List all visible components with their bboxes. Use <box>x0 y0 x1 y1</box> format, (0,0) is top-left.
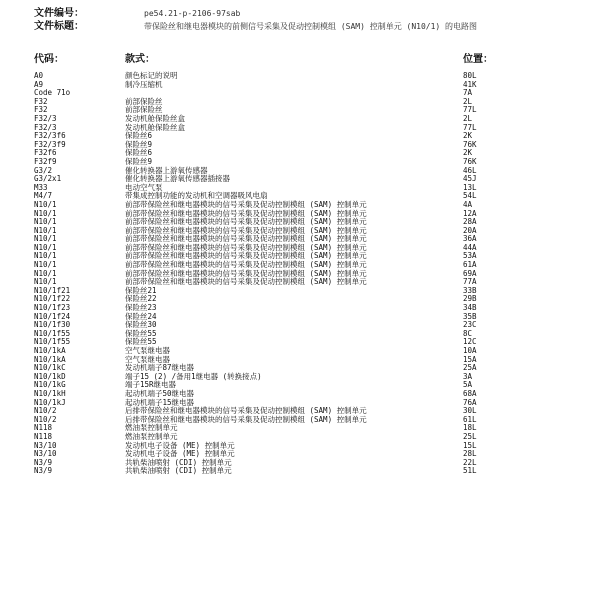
list-item <box>34 278 594 287</box>
position-cell: 3A <box>463 371 473 381</box>
position-cell: 68A <box>463 388 477 398</box>
description-cell: 前部带保险丝和继电器模块的信号采集及促动控制模组 (SAM) 控制单元 <box>125 225 367 235</box>
description-cell: 空气泵继电器 <box>125 346 170 355</box>
code-cell: F32 <box>34 105 48 115</box>
code-cell: Code 71o <box>34 88 71 98</box>
file-number-label: 文件编号： <box>34 8 84 19</box>
file-number-line <box>34 8 240 19</box>
list-item <box>34 390 594 399</box>
position-cell: 36A <box>463 234 477 244</box>
description-cell: 发动机电子设备 (ME) 控制单元 <box>125 440 235 450</box>
code-cell: N10/1f24 <box>34 311 71 321</box>
position-cell: 20A <box>463 225 477 235</box>
description-cell: 前部带保险丝和继电器模块的信号采集及促动控制模组 (SAM) 控制单元 <box>125 251 367 261</box>
description-cell: 后排带保险丝和继电器模块的信号采集及促动控制模组 (SAM) 控制单元 <box>125 406 367 416</box>
code-cell: F32 <box>34 96 48 106</box>
code-cell: N10/1kJ <box>34 397 66 407</box>
description-cell: 前部带保险丝和继电器模块的信号采集及促动控制模组 (SAM) 控制单元 <box>125 217 367 227</box>
code-cell: N3/10 <box>34 449 57 459</box>
file-title-value: 带保险丝和继电器模块的前侧信号采集及促动控制模组 (SAM) 控制单元 (N10/1) 的电路图 <box>144 22 478 31</box>
position-cell: 53A <box>463 251 477 261</box>
list-item <box>34 338 594 347</box>
description-cell: 前部带保险丝和继电器模块的信号采集及促动控制模组 (SAM) 控制单元 <box>125 268 367 278</box>
code-cell: F32f6 <box>34 148 57 158</box>
list-item <box>34 89 594 98</box>
code-cell: A0 <box>34 71 44 80</box>
description-cell: 后排带保险丝和继电器模块的信号采集及促动控制模组 (SAM) 控制单元 <box>125 414 367 424</box>
code-cell: N3/10 <box>34 440 57 450</box>
code-cell: N10/1kH <box>34 388 66 398</box>
position-cell: 46L <box>463 165 477 175</box>
description-cell: 燃油泵控制单元 <box>125 431 178 441</box>
list-item <box>34 356 594 365</box>
description-cell: 前部带保险丝和继电器模块的信号采集及促动控制模组 (SAM) 控制单元 <box>125 234 367 244</box>
position-cell: 61A <box>463 260 477 270</box>
description-cell: 端子15R继电器 <box>125 380 177 390</box>
position-cell: 45J <box>463 174 477 184</box>
list-item <box>34 433 594 442</box>
description-cell: 发动机舱保险丝盒 <box>125 122 185 132</box>
description-cell: 电动空气泵 <box>125 182 163 192</box>
code-column-header: 代码： <box>34 54 64 65</box>
description-cell: 前部带保险丝和继电器模块的信号采集及促动控制模组 (SAM) 控制单元 <box>125 260 367 270</box>
code-cell: N10/1 <box>34 277 57 287</box>
list-item <box>34 184 594 193</box>
description-cell: 端子15 (2) /备用1继电器 (转换接点) <box>125 371 262 381</box>
description-cell: 制冷压缩机 <box>125 79 163 89</box>
list-item <box>34 304 594 313</box>
position-cell: 28A <box>463 217 477 227</box>
list-item <box>34 347 594 356</box>
description-cell: 前部带保险丝和继电器模块的信号采集及促动控制模组 (SAM) 控制单元 <box>125 242 367 252</box>
position-cell: 80L <box>463 71 477 80</box>
position-cell: 69A <box>463 268 477 278</box>
list-item <box>34 467 594 476</box>
column-header <box>34 50 594 65</box>
description-cell: 前部保险丝 <box>125 105 163 115</box>
description-cell: 共轨柴油喷射 (CDI) 控制单元 <box>125 466 232 476</box>
position-cell: 28L <box>463 449 477 459</box>
position-cell: 13L <box>463 182 477 192</box>
position-cell: 29B <box>463 294 477 304</box>
code-cell: N10/1 <box>34 251 57 261</box>
list-item <box>34 106 594 115</box>
list-item <box>34 313 594 322</box>
code-cell: N10/1kC <box>34 363 66 373</box>
list-item <box>34 98 594 107</box>
position-cell: 5A <box>463 380 473 390</box>
position-column-header: 位置： <box>463 54 493 65</box>
position-cell: 25A <box>463 363 477 373</box>
description-cell: 保险丝24 <box>125 311 157 321</box>
component-list <box>34 72 594 476</box>
list-item <box>34 115 594 124</box>
list-item <box>34 158 594 167</box>
list-item <box>34 424 594 433</box>
description-cell: 催化转换器上游氧传感器 <box>125 165 208 175</box>
description-cell: 前部带保险丝和继电器模块的信号采集及促动控制模组 (SAM) 控制单元 <box>125 277 367 287</box>
position-cell: 77L <box>463 105 477 115</box>
position-cell: 23C <box>463 320 477 330</box>
code-cell: N10/1 <box>34 217 57 227</box>
list-item <box>34 149 594 158</box>
list-item <box>34 81 594 90</box>
code-cell: N10/1kD <box>34 371 66 381</box>
code-cell: G3/2x1 <box>34 174 62 184</box>
position-cell: 15L <box>463 440 477 450</box>
position-cell: 76K <box>463 139 477 149</box>
description-cell: 前部带保险丝和继电器模块的信号采集及促动控制模组 (SAM) 控制单元 <box>125 199 367 209</box>
list-item <box>34 167 594 176</box>
position-cell: 77A <box>463 277 477 287</box>
code-cell: N10/1 <box>34 268 57 278</box>
description-cell: 带集成控制功能的发动机和空调器吸风电扇 <box>125 191 268 201</box>
list-item <box>34 416 594 425</box>
position-cell: 12C <box>463 337 477 347</box>
position-cell: 18L <box>463 423 477 433</box>
file-number-value: pe54.21-p-2106-97sab <box>144 9 241 18</box>
list-item <box>34 373 594 382</box>
position-cell: 8C <box>463 328 473 338</box>
description-cell: 起动机端子50继电器 <box>125 388 195 398</box>
position-cell: 77L <box>463 122 477 132</box>
description-cell: 保险丝55 <box>125 328 157 338</box>
code-cell: N10/1 <box>34 260 57 270</box>
code-cell: F32f9 <box>34 156 57 166</box>
description-cell: 保险丝9 <box>125 139 153 149</box>
list-item <box>34 287 594 296</box>
code-cell: N10/1f55 <box>34 337 71 347</box>
position-cell: 41K <box>463 79 477 89</box>
code-cell: N10/2 <box>34 414 57 424</box>
position-cell: 4A <box>463 199 473 209</box>
description-cell: 保险丝9 <box>125 156 153 166</box>
description-cell: 保险丝6 <box>125 148 153 158</box>
code-cell: N10/1f30 <box>34 320 71 330</box>
position-cell: 61L <box>463 414 477 424</box>
description-cell: 起动机端子15继电器 <box>125 397 195 407</box>
position-cell: 25L <box>463 431 477 441</box>
code-cell: N3/9 <box>34 466 53 476</box>
position-cell: 12A <box>463 208 477 218</box>
code-cell: F32/3f9 <box>34 139 66 149</box>
list-item <box>34 124 594 133</box>
code-cell: N10/1kA <box>34 354 66 364</box>
list-item <box>34 442 594 451</box>
description-cell: 保险丝22 <box>125 294 157 304</box>
position-cell: 54L <box>463 191 477 201</box>
position-cell: 2K <box>463 148 473 158</box>
position-cell: 76K <box>463 156 477 166</box>
list-item <box>34 381 594 390</box>
code-cell: M4/7 <box>34 191 53 201</box>
list-item <box>34 72 594 81</box>
list-item <box>34 321 594 330</box>
code-cell: N118 <box>34 431 53 441</box>
file-title-label: 文件标题： <box>34 21 84 32</box>
code-cell: F32/3 <box>34 113 57 123</box>
description-cell: 前部保险丝 <box>125 96 163 106</box>
list-item <box>34 295 594 304</box>
code-cell: F32/3f6 <box>34 131 66 141</box>
code-cell: N10/1 <box>34 199 57 209</box>
code-cell: M33 <box>34 182 48 192</box>
position-cell: 10A <box>463 346 477 355</box>
position-cell: 76A <box>463 397 477 407</box>
description-cell: 前部带保险丝和继电器模块的信号采集及促动控制模组 (SAM) 控制单元 <box>125 208 367 218</box>
list-item <box>34 132 594 141</box>
description-cell: 共轨柴油喷射 (CDI) 控制单元 <box>125 457 232 467</box>
description-cell: 保险丝23 <box>125 303 157 313</box>
list-item <box>34 450 594 459</box>
code-cell: N10/1kG <box>34 380 66 390</box>
code-cell: N10/1 <box>34 208 57 218</box>
code-cell: G3/2 <box>34 165 53 175</box>
description-cell: 发动机电子设备 (ME) 控制单元 <box>125 449 235 459</box>
code-cell: N10/1kA <box>34 346 66 355</box>
position-cell: 35B <box>463 311 477 321</box>
code-cell: N10/1 <box>34 234 57 244</box>
position-cell: 2K <box>463 131 473 141</box>
description-cell: 空气泵继电器 <box>125 354 170 364</box>
description-cell: 保险丝6 <box>125 131 153 141</box>
position-cell: 15A <box>463 354 477 364</box>
code-cell: N10/1f55 <box>34 328 71 338</box>
position-cell: 7A <box>463 88 473 98</box>
code-cell: N10/1 <box>34 242 57 252</box>
position-cell: 51L <box>463 466 477 476</box>
file-title-line <box>34 21 477 32</box>
position-cell: 22L <box>463 457 477 467</box>
description-cell: 燃油泵控制单元 <box>125 423 178 433</box>
description-cell: 颜色标记的说明 <box>125 71 178 80</box>
list-item <box>34 459 594 468</box>
description-cell: 发动机舱保险丝盒 <box>125 113 185 123</box>
list-item <box>34 364 594 373</box>
description-cell: 保险丝21 <box>125 285 157 295</box>
position-cell: 30L <box>463 406 477 416</box>
code-cell: N10/1f23 <box>34 303 71 313</box>
code-cell: A9 <box>34 79 44 89</box>
description-cell: 保险丝30 <box>125 320 157 330</box>
code-cell: N3/9 <box>34 457 53 467</box>
description-column-header: 款式： <box>125 54 155 65</box>
code-cell: N10/1f21 <box>34 285 71 295</box>
position-cell: 33B <box>463 285 477 295</box>
position-cell: 44A <box>463 242 477 252</box>
position-cell: 2L <box>463 113 473 123</box>
list-item <box>34 175 594 184</box>
code-cell: N118 <box>34 423 53 433</box>
position-cell: 2L <box>463 96 473 106</box>
description-cell: 催化转换器上游氧传感器插接器 <box>125 174 230 184</box>
position-cell: 34B <box>463 303 477 313</box>
description-cell: 保险丝55 <box>125 337 157 347</box>
code-cell: N10/1 <box>34 225 57 235</box>
list-item <box>34 330 594 339</box>
code-cell: N10/1f22 <box>34 294 71 304</box>
code-cell: F32/3 <box>34 122 57 132</box>
list-item <box>34 141 594 150</box>
description-cell: 发动机端子87继电器 <box>125 363 195 373</box>
code-cell: N10/2 <box>34 406 57 416</box>
